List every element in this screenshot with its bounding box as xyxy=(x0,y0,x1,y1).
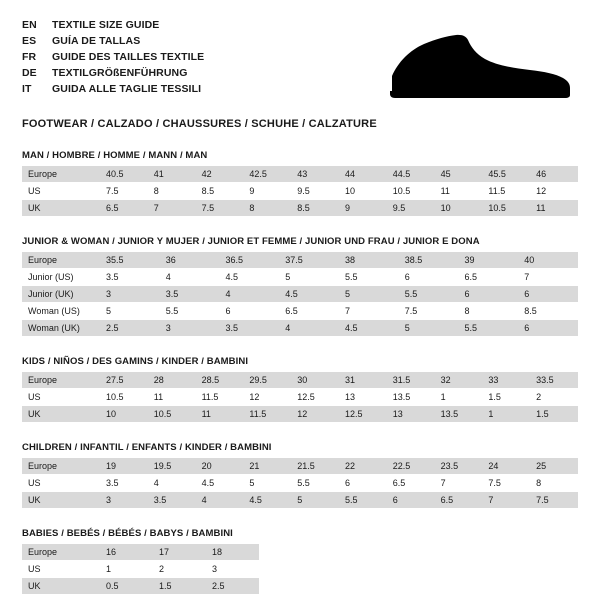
size-cell: 12.5 xyxy=(339,406,387,422)
size-cell: 4 xyxy=(279,320,339,336)
size-cell: 10.5 xyxy=(482,200,530,216)
size-cell: 3 xyxy=(100,286,160,302)
size-table xyxy=(22,458,578,508)
size-cell: 27.5 xyxy=(100,372,148,388)
size-cell: 1 xyxy=(482,406,530,422)
size-cell: 8 xyxy=(148,183,196,199)
size-cell: 22.5 xyxy=(387,458,435,474)
size-cell: 6 xyxy=(518,320,578,336)
row-label: Europe xyxy=(22,252,100,268)
row-label: Woman (UK) xyxy=(22,320,100,336)
row-label: UK xyxy=(22,406,100,422)
size-cell: 11.5 xyxy=(243,406,291,422)
size-cell: 39 xyxy=(459,252,519,268)
size-cell: 5.5 xyxy=(291,475,339,491)
language-title: GUIDE DES TAILLES TEXTILE xyxy=(52,51,205,63)
size-cell: 29.5 xyxy=(243,372,291,388)
document-header xyxy=(22,16,578,104)
size-cell: 1.5 xyxy=(153,578,206,594)
size-cell: 19.5 xyxy=(148,458,196,474)
size-group-title: BABIES / BEBÉS / BÉBÉS / BABYS / BAMBINI xyxy=(22,528,233,539)
size-cell: 6 xyxy=(220,303,280,319)
size-cell: 43 xyxy=(291,166,339,182)
size-cell: 25 xyxy=(530,458,578,474)
table-row xyxy=(22,252,578,268)
language-code: EN xyxy=(22,19,37,31)
language-list xyxy=(22,16,204,97)
size-cell: 8.5 xyxy=(196,183,244,199)
size-cell: 13.5 xyxy=(435,406,483,422)
size-cell: 9 xyxy=(339,200,387,216)
size-cell: 4.5 xyxy=(196,475,244,491)
size-cell: 9.5 xyxy=(291,183,339,199)
size-cell: 6.5 xyxy=(100,200,148,216)
language-title: TEXTILE SIZE GUIDE xyxy=(52,19,160,31)
size-cell: 31.5 xyxy=(387,372,435,388)
size-cell: 5.5 xyxy=(160,303,220,319)
size-cell: 2.5 xyxy=(206,578,259,594)
row-label: Europe xyxy=(22,458,100,474)
row-label: UK xyxy=(22,492,100,508)
size-cell: 10.5 xyxy=(148,406,196,422)
size-cell: 4.5 xyxy=(279,286,339,302)
size-cell: 37.5 xyxy=(279,252,339,268)
table-row xyxy=(22,389,578,405)
row-label: Junior (US) xyxy=(22,269,100,285)
size-cell: 40.5 xyxy=(100,166,148,182)
size-cell: 46 xyxy=(530,166,578,182)
table-row xyxy=(22,492,578,508)
size-cell: 8 xyxy=(530,475,578,491)
size-cell: 5.5 xyxy=(399,286,459,302)
size-cell: 11.5 xyxy=(196,389,244,405)
table-row xyxy=(22,183,578,199)
language-title: TEXTILGRÖßENFÜHRUNG xyxy=(52,67,188,79)
table-row xyxy=(22,269,578,285)
size-cell: 0.5 xyxy=(100,578,153,594)
row-label: Junior (UK) xyxy=(22,286,100,302)
table-row xyxy=(22,578,578,594)
section-title: FOOTWEAR / CALZADO / CHAUSSURES / SCHUHE / CALZATURE xyxy=(22,118,377,130)
size-cell: 3.5 xyxy=(100,269,160,285)
table-row xyxy=(22,406,578,422)
language-code: FR xyxy=(22,51,37,63)
row-label: US xyxy=(22,475,100,491)
size-cell: 5.5 xyxy=(339,269,399,285)
size-cell: 6.5 xyxy=(459,269,519,285)
size-cell: 28.5 xyxy=(196,372,244,388)
size-cell: 3 xyxy=(206,561,259,577)
size-cell: 4 xyxy=(220,286,280,302)
size-cell: 5.5 xyxy=(459,320,519,336)
size-cell: 33.5 xyxy=(530,372,578,388)
language-row xyxy=(22,66,204,81)
size-tables-container xyxy=(22,150,578,594)
size-cell: 1.5 xyxy=(482,389,530,405)
size-cell: 2 xyxy=(153,561,206,577)
size-cell: 4.5 xyxy=(243,492,291,508)
language-code: DE xyxy=(22,67,37,79)
size-cell: 45.5 xyxy=(482,166,530,182)
size-cell: 6.5 xyxy=(387,475,435,491)
size-cell: 6 xyxy=(387,492,435,508)
size-cell: 22 xyxy=(339,458,387,474)
size-cell: 9 xyxy=(243,183,291,199)
size-cell: 6 xyxy=(459,286,519,302)
size-cell: 7 xyxy=(148,200,196,216)
size-cell: 12.5 xyxy=(291,389,339,405)
size-cell: 13 xyxy=(387,406,435,422)
size-cell: 1 xyxy=(100,561,153,577)
language-code: IT xyxy=(22,83,32,95)
size-cell: 16 xyxy=(100,544,153,560)
size-cell: 8.5 xyxy=(518,303,578,319)
size-cell: 44 xyxy=(339,166,387,182)
size-cell: 7 xyxy=(339,303,399,319)
size-cell: 6 xyxy=(399,269,459,285)
size-cell: 7.5 xyxy=(196,200,244,216)
table-row xyxy=(22,544,578,560)
size-table xyxy=(22,544,578,594)
size-cell: 3.5 xyxy=(100,475,148,491)
row-label: Europe xyxy=(22,372,100,388)
size-cell: 6.5 xyxy=(279,303,339,319)
size-cell: 32 xyxy=(435,372,483,388)
size-cell: 5 xyxy=(100,303,160,319)
row-label: UK xyxy=(22,200,100,216)
size-cell: 45 xyxy=(435,166,483,182)
size-cell: 19 xyxy=(100,458,148,474)
size-cell: 11 xyxy=(530,200,578,216)
size-cell: 3.5 xyxy=(220,320,280,336)
size-group-title: KIDS / NIÑOS / DES GAMINS / KINDER / BAMBINI xyxy=(22,356,249,367)
language-row xyxy=(22,34,204,49)
row-label: US xyxy=(22,183,100,199)
table-row xyxy=(22,561,578,577)
size-cell: 4 xyxy=(160,269,220,285)
size-cell: 7 xyxy=(518,269,578,285)
size-cell: 21 xyxy=(243,458,291,474)
size-cell: 11 xyxy=(435,183,483,199)
row-label: Europe xyxy=(22,544,100,560)
size-cell: 10.5 xyxy=(387,183,435,199)
size-cell: 2.5 xyxy=(100,320,160,336)
language-row xyxy=(22,82,204,97)
language-title: GUIDA ALLE TAGLIE TESSILI xyxy=(52,83,202,95)
size-cell: 8 xyxy=(243,200,291,216)
size-group xyxy=(22,442,578,508)
size-cell: 5.5 xyxy=(339,492,387,508)
size-cell: 8 xyxy=(459,303,519,319)
table-row xyxy=(22,200,578,216)
size-cell: 11.5 xyxy=(482,183,530,199)
size-cell: 5 xyxy=(339,286,399,302)
size-cell: 31 xyxy=(339,372,387,388)
table-row xyxy=(22,458,578,474)
size-cell: 10 xyxy=(339,183,387,199)
size-cell: 6 xyxy=(339,475,387,491)
size-cell: 10.5 xyxy=(100,389,148,405)
size-group-title: CHILDREN / INFANTIL / ENFANTS / KINDER / BAMBINI xyxy=(22,442,272,453)
size-cell: 11 xyxy=(196,406,244,422)
size-cell: 5 xyxy=(399,320,459,336)
size-cell: 1.5 xyxy=(530,406,578,422)
size-cell: 1 xyxy=(435,389,483,405)
size-cell: 24 xyxy=(482,458,530,474)
size-cell: 7 xyxy=(435,475,483,491)
size-cell: 36.5 xyxy=(220,252,280,268)
dress-shoe-icon xyxy=(384,22,574,104)
size-cell: 13.5 xyxy=(387,389,435,405)
size-cell: 20 xyxy=(196,458,244,474)
language-code: ES xyxy=(22,35,37,47)
row-label: US xyxy=(22,561,100,577)
size-cell: 12 xyxy=(530,183,578,199)
size-cell: 9.5 xyxy=(387,200,435,216)
size-cell: 8.5 xyxy=(291,200,339,216)
size-cell: 3.5 xyxy=(160,286,220,302)
size-group-title: JUNIOR & WOMAN / JUNIOR Y MUJER / JUNIOR ET FEMME / JUNIOR UND FRAU / JUNIOR E DONA xyxy=(22,236,480,247)
size-cell: 23.5 xyxy=(435,458,483,474)
size-cell: 5 xyxy=(279,269,339,285)
table-row xyxy=(22,372,578,388)
size-cell: 10 xyxy=(435,200,483,216)
size-cell: 33 xyxy=(482,372,530,388)
size-cell: 11 xyxy=(148,389,196,405)
size-cell: 4 xyxy=(148,475,196,491)
size-cell: 7.5 xyxy=(399,303,459,319)
size-cell: 7.5 xyxy=(530,492,578,508)
size-cell: 4.5 xyxy=(220,269,280,285)
size-group xyxy=(22,236,578,336)
size-cell: 21.5 xyxy=(291,458,339,474)
size-cell: 13 xyxy=(339,389,387,405)
language-title: GUÍA DE TALLAS xyxy=(52,35,141,47)
table-row xyxy=(22,166,578,182)
size-cell: 41 xyxy=(148,166,196,182)
size-cell: 10 xyxy=(100,406,148,422)
size-cell: 30 xyxy=(291,372,339,388)
spacer-cell xyxy=(259,578,578,594)
size-cell: 36 xyxy=(160,252,220,268)
size-cell: 12 xyxy=(243,389,291,405)
size-cell: 44.5 xyxy=(387,166,435,182)
table-row xyxy=(22,475,578,491)
spacer-cell xyxy=(259,561,578,577)
size-cell: 40 xyxy=(518,252,578,268)
size-group-title: MAN / HOMBRE / HOMME / MANN / MAN xyxy=(22,150,208,161)
size-group xyxy=(22,150,578,216)
size-cell: 17 xyxy=(153,544,206,560)
size-cell: 5 xyxy=(243,475,291,491)
size-cell: 28 xyxy=(148,372,196,388)
size-cell: 5 xyxy=(291,492,339,508)
size-cell: 6 xyxy=(518,286,578,302)
size-cell: 42.5 xyxy=(243,166,291,182)
table-row xyxy=(22,303,578,319)
size-cell: 4 xyxy=(196,492,244,508)
size-cell: 6.5 xyxy=(435,492,483,508)
size-cell: 38 xyxy=(339,252,399,268)
row-label: Europe xyxy=(22,166,100,182)
table-row xyxy=(22,320,578,336)
size-cell: 4.5 xyxy=(339,320,399,336)
spacer-cell xyxy=(259,544,578,560)
size-cell: 12 xyxy=(291,406,339,422)
row-label: Woman (US) xyxy=(22,303,100,319)
size-cell: 7.5 xyxy=(100,183,148,199)
size-cell: 7 xyxy=(482,492,530,508)
size-cell: 7.5 xyxy=(482,475,530,491)
language-row xyxy=(22,50,204,65)
size-group xyxy=(22,528,578,594)
table-row xyxy=(22,286,578,302)
row-label: UK xyxy=(22,578,100,594)
size-table xyxy=(22,252,578,336)
size-cell: 18 xyxy=(206,544,259,560)
size-cell: 35.5 xyxy=(100,252,160,268)
size-table xyxy=(22,166,578,216)
size-table xyxy=(22,372,578,422)
size-cell: 38.5 xyxy=(399,252,459,268)
size-cell: 3 xyxy=(100,492,148,508)
size-cell: 42 xyxy=(196,166,244,182)
row-label: US xyxy=(22,389,100,405)
language-row xyxy=(22,18,204,33)
size-cell: 3.5 xyxy=(148,492,196,508)
size-cell: 2 xyxy=(530,389,578,405)
size-cell: 3 xyxy=(160,320,220,336)
size-group xyxy=(22,356,578,422)
